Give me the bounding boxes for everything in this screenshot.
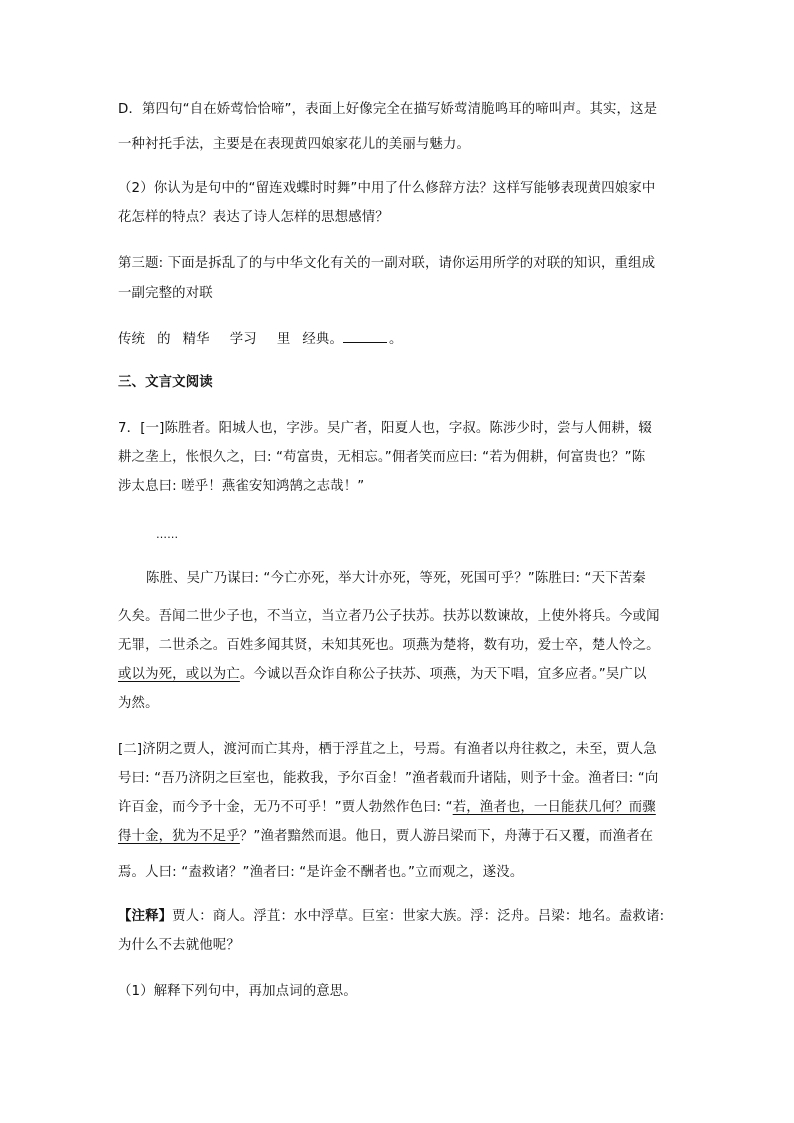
- ellipsis: ……: [156, 528, 179, 541]
- passage-1-para-2-line-2: 久矣。吾闻二世少子也，不当立，当立者乃公子扶苏。扶苏以数谏故，上使外将兵。今或闻: [118, 609, 660, 624]
- passage-1-line-2: 耕之垄上，怅恨久之，曰: “苟富贵，无相忘。”佣者笑而应曰: “若为佣耕，何富贵也？”陈: [118, 450, 646, 465]
- question-three-line-1: 第三题: 下面是拆乱了的与中华文化有关的一副对联，请你运用所学的对联的知识，重组成: [118, 256, 656, 271]
- section-title: 三、文言文阅读: [118, 375, 213, 390]
- passage-1-line-3: 涉太息曰: 嗟乎！燕雀安知鸿鹄之志哉！”: [118, 479, 365, 494]
- passage-2-line-3: 许百金，而今予十金，无乃不可乎！”贾人勃然作色曰: “若，渔者也，一日能获几何？而骤: [118, 800, 656, 815]
- couplet-word: 精华: [182, 332, 210, 347]
- question-6-2-line-1: （2）你认为是句中的“留连戏蝶时时舞”中用了什么修辞方法？这样写能够表现黄四娘家中: [118, 181, 656, 196]
- underlined-sentence: 若，渔者也，一日能获几何？而骤: [452, 800, 656, 815]
- underlined-sentence: 或以为死，或以为亡: [118, 667, 240, 682]
- passage-1-para-2-line-5: 为然。: [118, 696, 159, 711]
- answer-blank: [343, 330, 387, 343]
- couplet-word: 的: [157, 332, 171, 347]
- passage-1-line-1: 7．[一]陈胜者。阳城人也，字涉。吴广者，阳夏人也，字叔。陈涉少时，尝与人佣耕，辍: [118, 421, 652, 436]
- option-d-line-2: 一种衬托手法，主要是在表现黄四娘家花儿的美丽与魅力。: [118, 137, 471, 152]
- question-7-1: （1）解释下列句中，再加点词的意思。: [118, 984, 357, 999]
- notes-line-1: 【注释】贾人：商人。浮苴：水中浮草。巨室：世家大族。浮：泛舟。吕梁：地名。盍救诸:: [118, 909, 665, 924]
- notes-label: 【注释】: [118, 909, 173, 924]
- notes-line-2: 为什么不去就他呢？: [118, 938, 240, 953]
- passage-1-para-2-line-1: 陈胜、吴广乃谋曰: “今亡亦死，举大计亦死，等死，死国可乎？”陈胜曰: “天下苦秦: [146, 571, 646, 586]
- passage-1-para-2-line-4: 或以为死，或以为亡。今诚以吾众诈自称公子扶苏、项燕，为天下唱，宜多应者。”吴广以: [118, 667, 647, 682]
- underlined-sentence: 得十金，犹为不足乎: [118, 829, 240, 844]
- question-6-2-line-2: 花怎样的特点？表达了诗人怎样的思想感情？: [118, 210, 389, 225]
- couplet-word: 学习: [229, 332, 257, 347]
- passage-2-line-5: 焉。人曰: “盍救诸？”渔者曰: “是许金不酬者也。”立而观之，遂没。: [118, 865, 524, 880]
- option-d-line-1: D．第四句“自在娇莺恰恰啼”，表面上好像完全在描写娇莺清脆鸣耳的啼叫声。其实，这是: [118, 102, 658, 117]
- couplet-word: 传统: [118, 332, 146, 347]
- couplet-word: 里: [276, 332, 291, 347]
- passage-2-line-2: 号曰: “吾乃济阴之巨室也，能救我，予尔百金！”渔者载而升诸陆，则予十金。渔者曰: “向: [118, 771, 659, 786]
- couplet-word: 经典。: [302, 332, 343, 347]
- passage-1-para-2-line-3: 无罪，二世杀之。百姓多闻其贤，未知其死也。项燕为楚将，数有功，爱士卒，楚人怜之。: [118, 638, 660, 653]
- question-three-line-2: 一副完整的对联: [118, 286, 213, 301]
- passage-2-line-1: [二]济阴之贾人，渡河而亡其舟，栖于浮苴之上，号焉。有渔者以舟往救之，未至，贾人急: [118, 742, 657, 757]
- couplet-scrambled-words: 传统 的 精华 学习 里 经典。 。: [118, 332, 403, 347]
- passage-2-line-4: 得十金，犹为不足乎？”渔者黯然而退。他日，贾人游吕梁而下，舟薄于石又覆，而渔者在: [118, 829, 654, 844]
